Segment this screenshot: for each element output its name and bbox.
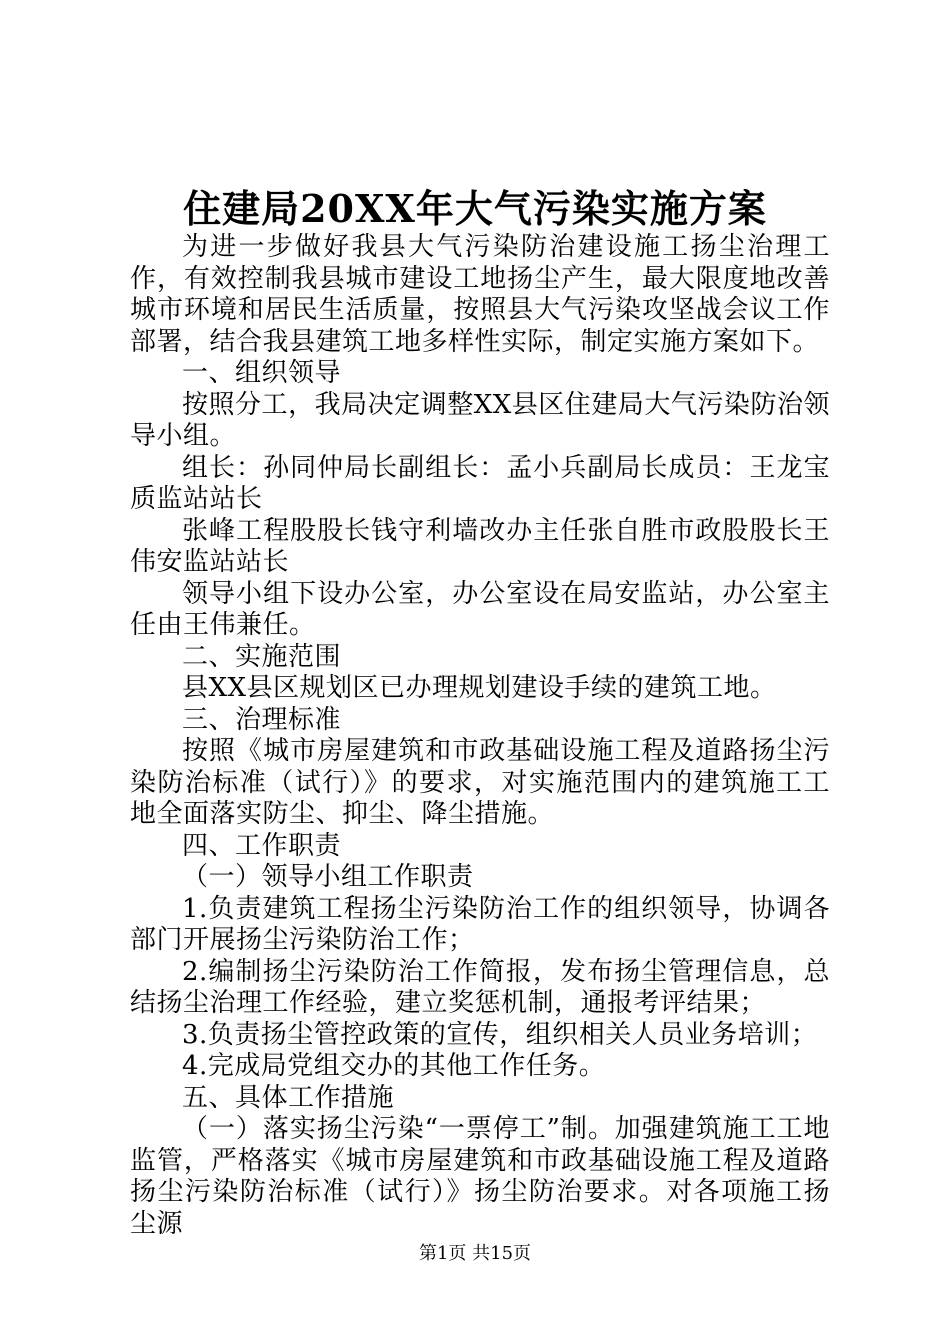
document-body xyxy=(130,232,830,1240)
heading-scope: 二、实施范围 xyxy=(182,641,342,672)
subheading-group-duties: （一）领导小组工作职责 xyxy=(182,862,474,892)
list-item: 1.负责建筑工程扬尘污染防治工作的组织领导，协调各部门开展扬尘污染防治工作； xyxy=(130,893,830,955)
paragraph: （一）落实扬尘污染“一票停工”制。加强建筑施工工地监管，严格落实《城市房屋建筑和市政基础设施工程及道路扬尘污染防治标准（试行）》扬尘防治要求。对各项施工扬尘源 xyxy=(130,1114,830,1239)
paragraph: 按照《城市房屋建筑和市政基础设施工程及道路扬尘污染防治标准（试行）》的要求，对实施范围内的建筑施工工地全面落实防尘、抑尘、降尘措施。 xyxy=(130,736,830,829)
page-footer: 第1页 共15页 xyxy=(418,1243,532,1264)
document-title: 住建局20XX年大气污染实施方案 xyxy=(183,186,767,231)
list-item: 4.完成局党组交办的其他工作任务。 xyxy=(182,1051,606,1081)
heading-duties: 四、工作职责 xyxy=(182,830,342,861)
heading-measures: 五、具体工作措施 xyxy=(182,1082,395,1113)
paragraph: 领导小组下设办公室，办公室设在局安监站，办公室主任由王伟兼任。 xyxy=(130,578,830,640)
list-item: 3.负责扬尘管控政策的宣传，组织相关人员业务培训； xyxy=(182,1019,818,1050)
paragraph-intro: 为进一步做好我县大气污染防治建设施工扬尘治理工作，有效控制我县城市建设工地扬尘产生，最大限度地改善城市环境和居民生活质量，按照县大气污染攻坚战会议工作部署，结合我县建筑工地多样性实际，制定实施方案如下。 xyxy=(130,232,830,357)
heading-standard: 三、治理标准 xyxy=(182,704,342,735)
paragraph: 县XX县区规划区已办理规划建设手续的建筑工地。 xyxy=(182,673,777,703)
paragraph: 组长：孙同仲局长副组长：孟小兵副局长成员：王龙宝质监站站长 xyxy=(130,452,830,514)
paragraph: 按照分工，我局决定调整XX县区住建局大气污染防治领导小组。 xyxy=(130,389,830,451)
list-item: 2.编制扬尘污染防治工作简报，发布扬尘管理信息，总结扬尘治理工作经验，建立奖惩机制，通报考评结果； xyxy=(130,956,830,1018)
paragraph: 张峰工程股股长钱守利墙改办主任张自胜市政股股长王伟安监站站长 xyxy=(130,515,830,577)
heading-organization: 一、组织领导 xyxy=(182,358,342,388)
